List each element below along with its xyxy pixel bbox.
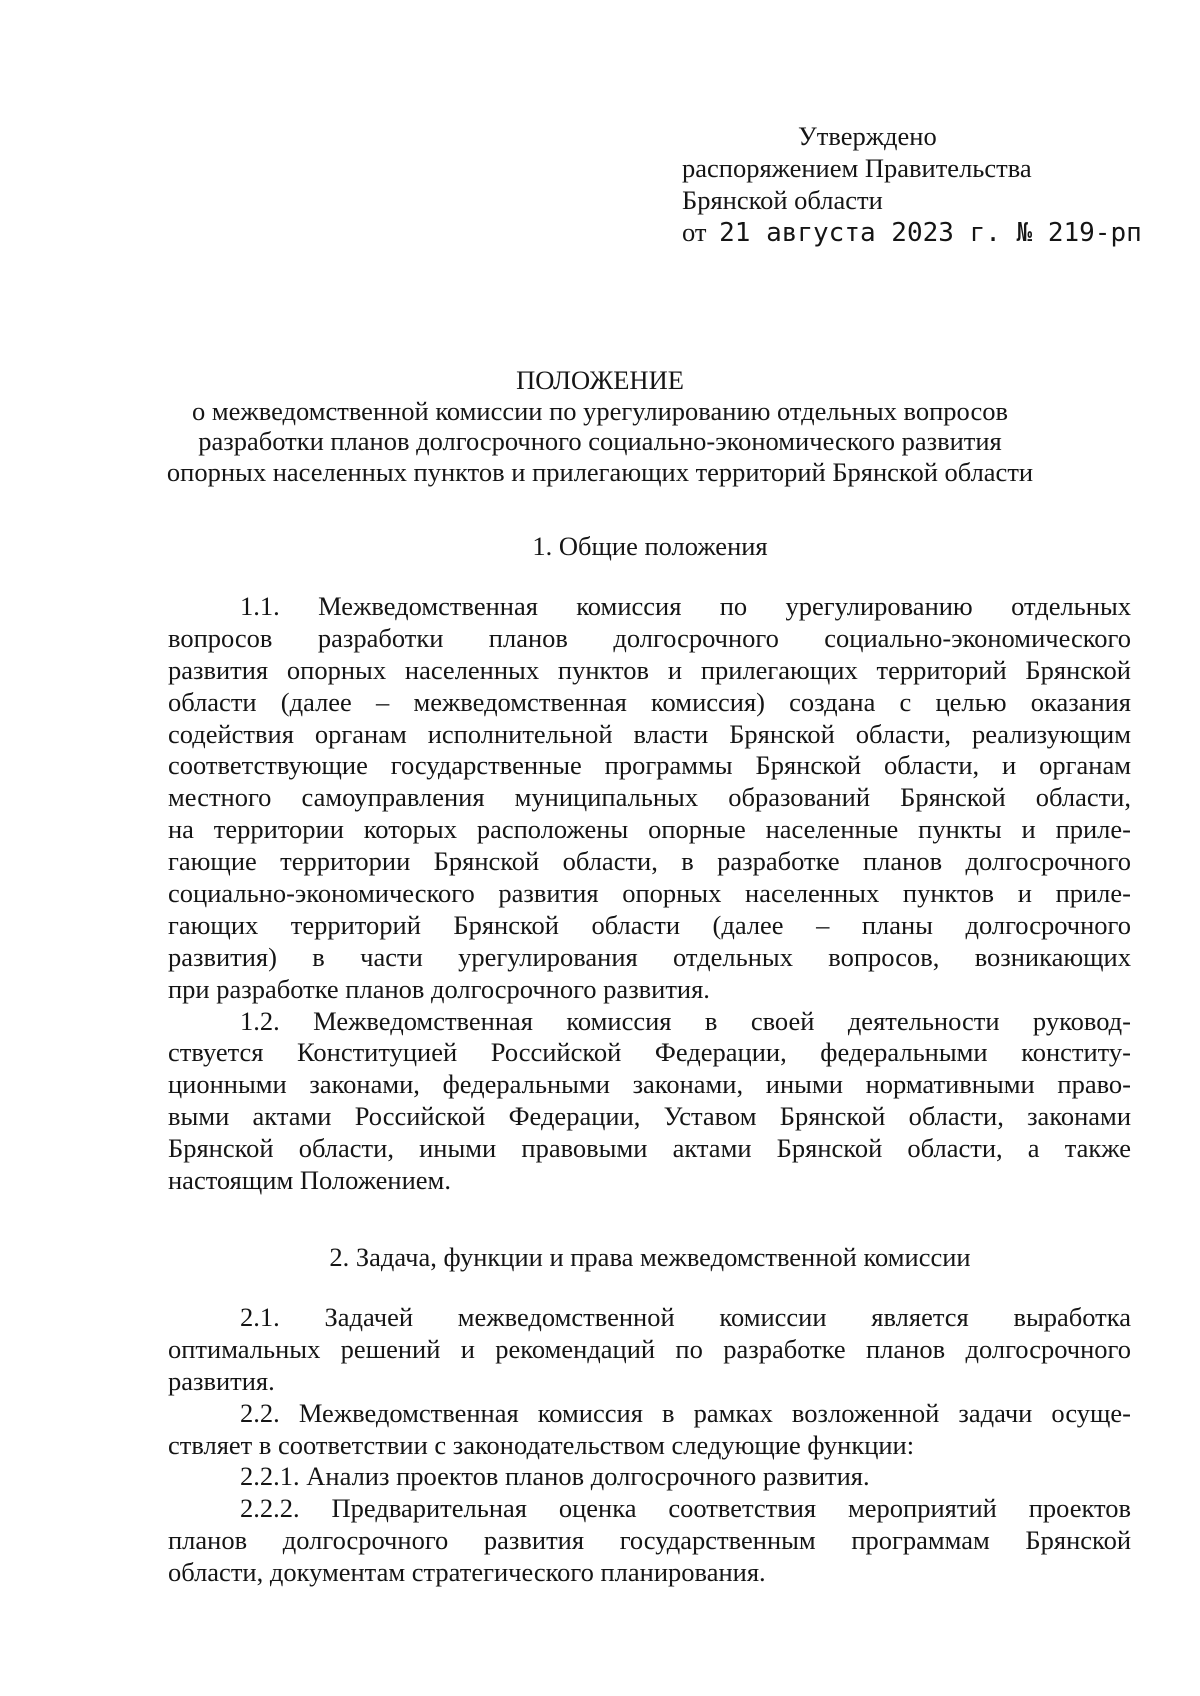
text-line: гающие территории Брянской области, в разработке планов долгосрочного <box>168 846 1131 877</box>
title-sub-1: о межведомственной комиссии по урегулированию отдельных вопросов <box>192 395 1008 426</box>
text-line: области, документам стратегического планирования. <box>168 1557 766 1588</box>
text-line: развития опорных населенных пунктов и прилегающих территорий Брянской <box>168 654 1131 685</box>
text-line: социально-экономического развития опорных населенных пунктов и приле- <box>168 878 1131 909</box>
title-main: ПОЛОЖЕНИЕ <box>516 365 684 395</box>
approval-line-1: Утверждено <box>798 121 937 151</box>
text-line: 1.1. Межведомственная комиссия по урегулированию отдельных <box>240 591 1131 621</box>
text-line: гающих территорий Брянской области (далее – планы долгосрочного <box>168 909 1131 940</box>
text-line: местного самоуправления муниципальных образований Брянской области, <box>168 782 1131 813</box>
text-line: планов долгосрочного развития государственным программам Брянской <box>168 1525 1131 1556</box>
document-title <box>120 365 1080 487</box>
text-line: развития) в части урегулирования отдельных вопросов, возникающих <box>168 941 1131 972</box>
text-line: 2.2. Межведомственная комиссия в рамках возложенной задачи осуще- <box>240 1397 1131 1428</box>
approval-date-prefix: от <box>682 217 707 247</box>
text-line: 2.2.2. Предварительная оценка соответствия мероприятий проектов <box>240 1493 1131 1524</box>
text-line: 1.2. Межведомственная комиссия в своей деятельности руковод- <box>240 1005 1131 1036</box>
text-line: настоящим Положением. <box>168 1165 451 1196</box>
section-1-body <box>168 591 1131 1197</box>
approval-date-line <box>682 216 1162 249</box>
text-line: соответствующие государственные программы Брянской области, и органам <box>168 750 1131 781</box>
title-sub-2: разработки планов долгосрочного социально-экономического развития <box>198 426 1002 456</box>
section-2-body <box>168 1302 1131 1589</box>
text-line: Брянской области, иными правовыми актами Брянской области, а также <box>168 1133 1131 1164</box>
text-line: ствуется Конституцией Российской Федерации, федеральными конститу- <box>168 1037 1131 1068</box>
text-line: 2.1. Задачей межведомственной комиссии является выработка <box>240 1302 1131 1332</box>
text-line: ствляет в соответствии с законодательством следующие функции: <box>168 1429 915 1460</box>
text-line: ционными законами, федеральными законами, иными нормативными право- <box>168 1069 1131 1100</box>
approval-line-3: Брянской области <box>682 185 883 215</box>
section-1-heading: 1. Общие положения <box>532 531 768 561</box>
approval-block <box>682 120 1162 249</box>
text-line: на территории которых расположены опорные населенные пункты и приле- <box>168 814 1131 845</box>
text-line: вопросов разработки планов долгосрочного социально-экономического <box>168 622 1131 653</box>
text-line: 2.2.1. Анализ проектов планов долгосрочного развития. <box>240 1461 870 1492</box>
text-line: области (далее – межведомственная комиссия) создана с целью оказания <box>168 686 1131 717</box>
approval-date-stamp: 21 августа 2023 г. № 219-рп <box>719 218 1142 248</box>
section-2-heading: 2. Задача, функции и права межведомственной комиссии <box>329 1242 971 1272</box>
text-line: оптимальных решений и рекомендаций по разработке планов долгосрочного <box>168 1333 1131 1364</box>
text-line: содействия органам исполнительной власти Брянской области, реализующим <box>168 718 1131 749</box>
title-sub-3: опорных населенных пунктов и прилегающих территорий Брянской области <box>166 456 1034 487</box>
text-line: при разработке планов долгосрочного развития. <box>168 973 710 1004</box>
text-line: выми актами Российской Федерации, Уставом Брянской области, законами <box>168 1101 1131 1132</box>
text-line: развития. <box>168 1365 275 1396</box>
approval-line-2: распоряжением Правительства <box>682 153 1032 183</box>
